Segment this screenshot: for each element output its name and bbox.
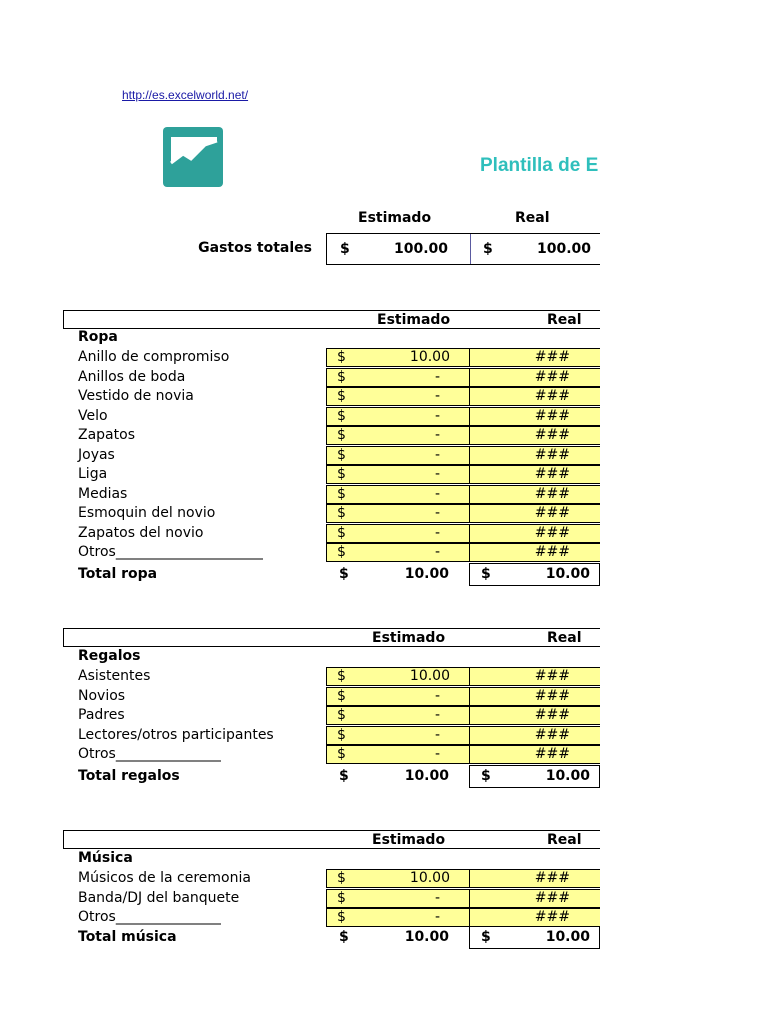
estimated-value: -: [435, 369, 441, 385]
section-total-real: [469, 563, 600, 586]
section-total-real: [469, 926, 600, 949]
total-estimated-value: 100.00: [393, 241, 448, 257]
item-label: Banda/DJ del banquete: [78, 890, 240, 906]
estimated-input-cell[interactable]: [326, 368, 470, 387]
total-estimated-value: 10.00: [404, 929, 449, 945]
estimated-input-cell[interactable]: [326, 446, 470, 465]
real-column-header: Real: [547, 312, 582, 328]
real-input-cell[interactable]: [469, 465, 600, 484]
currency-symbol: $: [337, 466, 346, 482]
real-input-cell[interactable]: [469, 869, 600, 888]
item-label: Padres: [78, 707, 125, 723]
currency-symbol: $: [483, 241, 493, 257]
item-label: Otros_______________: [78, 746, 221, 762]
real-value: ###: [534, 870, 570, 886]
currency-symbol: $: [337, 408, 346, 424]
real-input-cell[interactable]: [469, 706, 600, 725]
estimated-column-header: Estimado: [377, 312, 451, 328]
real-value: ###: [534, 668, 570, 684]
real-value: ###: [534, 466, 570, 482]
real-value: ###: [534, 746, 570, 762]
real-input-cell[interactable]: [469, 687, 600, 706]
estimated-input-cell[interactable]: [326, 524, 470, 543]
estimated-input-cell[interactable]: [326, 426, 470, 445]
currency-symbol: $: [337, 505, 346, 521]
item-label: Otros_______________: [78, 909, 221, 925]
total-real-value: 10.00: [545, 768, 590, 784]
estimated-input-cell[interactable]: [326, 889, 470, 908]
estimated-input-cell[interactable]: [326, 387, 470, 406]
estimated-value: -: [435, 447, 441, 463]
estimated-input-cell[interactable]: [326, 543, 470, 562]
estimated-value: -: [435, 746, 441, 762]
real-input-cell[interactable]: [469, 745, 600, 764]
real-input-cell[interactable]: [469, 407, 600, 426]
estimated-input-cell[interactable]: [326, 667, 470, 686]
excelworld-link[interactable]: http://es.excelworld.net/: [122, 88, 249, 102]
currency-symbol: $: [481, 566, 491, 582]
estimated-value: -: [435, 909, 441, 925]
item-label: Otros_____________________: [78, 544, 263, 560]
item-label: Zapatos: [78, 427, 135, 443]
real-value: ###: [534, 727, 570, 743]
currency-symbol: $: [337, 525, 346, 541]
item-label: Novios: [78, 688, 126, 704]
real-value: ###: [534, 505, 570, 521]
real-column-header: Real: [547, 630, 582, 646]
item-label: Zapatos del novio: [78, 525, 204, 541]
real-input-cell[interactable]: [469, 543, 600, 562]
currency-symbol: $: [337, 544, 346, 560]
currency-symbol: $: [339, 566, 349, 582]
real-value: ###: [534, 369, 570, 385]
section-total-estimated: [326, 765, 469, 787]
section-header: [63, 310, 600, 329]
currency-symbol: $: [337, 746, 346, 762]
item-label: Músicos de la ceremonia: [78, 870, 251, 886]
section-total-real: [469, 765, 600, 788]
currency-symbol: $: [337, 688, 346, 704]
section-header: [63, 830, 600, 849]
currency-symbol: $: [339, 929, 349, 945]
estimated-input-cell[interactable]: [326, 348, 470, 367]
estimated-input-cell[interactable]: [326, 706, 470, 725]
estimated-value: 10.00: [409, 870, 450, 886]
estimated-input-cell[interactable]: [326, 687, 470, 706]
real-value: ###: [534, 427, 570, 443]
real-input-cell[interactable]: [469, 368, 600, 387]
real-value: ###: [534, 525, 570, 541]
estimated-value: 10.00: [409, 349, 450, 365]
total-real-value: 10.00: [545, 929, 590, 945]
real-input-cell[interactable]: [469, 504, 600, 523]
estimated-value: -: [435, 486, 441, 502]
estimated-value: -: [435, 727, 441, 743]
estimated-input-cell[interactable]: [326, 485, 470, 504]
estimated-value: 10.00: [409, 668, 450, 684]
real-input-cell[interactable]: [469, 524, 600, 543]
estimated-value: -: [435, 688, 441, 704]
page-title: Plantilla de E: [480, 155, 599, 176]
estimated-value: -: [435, 890, 441, 906]
total-estimated-value: 10.00: [404, 566, 449, 582]
section-header: [63, 628, 600, 647]
currency-symbol: $: [340, 241, 350, 257]
total-real-value: 10.00: [545, 566, 590, 582]
item-label: Anillo de compromiso: [78, 349, 230, 365]
chart-icon: [163, 127, 223, 187]
item-label: Vestido de novia: [78, 388, 194, 404]
real-input-cell[interactable]: [469, 426, 600, 445]
real-value: ###: [534, 688, 570, 704]
real-input-cell[interactable]: [469, 348, 600, 367]
estimated-input-cell[interactable]: [326, 407, 470, 426]
estimated-input-cell[interactable]: [326, 745, 470, 764]
currency-symbol: $: [337, 447, 346, 463]
currency-symbol: $: [337, 349, 346, 365]
summary-real-header: Real: [515, 210, 550, 226]
total-estimated-value: 10.00: [404, 768, 449, 784]
real-value: ###: [534, 909, 570, 925]
estimated-value: -: [435, 427, 441, 443]
category-title: Ropa: [78, 329, 118, 345]
currency-symbol: $: [337, 388, 346, 404]
estimated-value: -: [435, 466, 441, 482]
item-label: Anillos de boda: [78, 369, 186, 385]
real-input-cell[interactable]: [469, 387, 600, 406]
section-total-label: Total regalos: [78, 768, 180, 784]
currency-symbol: $: [337, 707, 346, 723]
item-label: Asistentes: [78, 668, 151, 684]
item-label: Medias: [78, 486, 128, 502]
currency-symbol: $: [481, 929, 491, 945]
item-label: Esmoquin del novio: [78, 505, 216, 521]
category-title: Regalos: [78, 648, 141, 664]
item-label: Liga: [78, 466, 108, 482]
estimated-value: -: [435, 544, 441, 560]
real-value: ###: [534, 544, 570, 560]
real-value: ###: [534, 447, 570, 463]
item-label: Lectores/otros participantes: [78, 727, 274, 743]
real-value: ###: [534, 408, 570, 424]
currency-symbol: $: [337, 890, 346, 906]
section-total-estimated: [326, 926, 469, 948]
real-value: ###: [534, 349, 570, 365]
real-input-cell[interactable]: [469, 446, 600, 465]
estimated-value: -: [435, 388, 441, 404]
item-label: Velo: [78, 408, 108, 424]
real-input-cell[interactable]: [469, 485, 600, 504]
currency-symbol: $: [339, 768, 349, 784]
currency-symbol: $: [481, 768, 491, 784]
estimated-value: -: [435, 505, 441, 521]
category-title: Música: [78, 850, 133, 866]
total-real-value: 100.00: [536, 241, 591, 257]
currency-symbol: $: [337, 486, 346, 502]
total-expenses-box: [326, 233, 600, 265]
estimated-value: -: [435, 408, 441, 424]
summary-estimated-header: Estimado: [358, 210, 432, 226]
section-total-estimated: [326, 563, 469, 585]
estimated-input-cell[interactable]: [326, 726, 470, 745]
total-expenses-label: Gastos totales: [198, 240, 312, 256]
item-label: Joyas: [78, 447, 115, 463]
estimated-column-header: Estimado: [372, 832, 446, 848]
real-input-cell[interactable]: [469, 889, 600, 908]
currency-symbol: $: [337, 369, 346, 385]
real-value: ###: [534, 890, 570, 906]
currency-symbol: $: [337, 870, 346, 886]
currency-symbol: $: [337, 668, 346, 684]
real-value: ###: [534, 707, 570, 723]
estimated-value: -: [435, 525, 441, 541]
estimated-column-header: Estimado: [372, 630, 446, 646]
estimated-input-cell[interactable]: [326, 908, 470, 927]
section-total-label: Total música: [78, 929, 177, 945]
real-column-header: Real: [547, 832, 582, 848]
currency-symbol: $: [337, 727, 346, 743]
real-input-cell[interactable]: [469, 726, 600, 745]
real-input-cell[interactable]: [469, 908, 600, 927]
real-input-cell[interactable]: [469, 667, 600, 686]
section-total-label: Total ropa: [78, 566, 158, 582]
real-value: ###: [534, 486, 570, 502]
estimated-input-cell[interactable]: [326, 465, 470, 484]
estimated-input-cell[interactable]: [326, 504, 470, 523]
estimated-input-cell[interactable]: [326, 869, 470, 888]
estimated-value: -: [435, 707, 441, 723]
currency-symbol: $: [337, 427, 346, 443]
currency-symbol: $: [337, 909, 346, 925]
real-value: ###: [534, 388, 570, 404]
